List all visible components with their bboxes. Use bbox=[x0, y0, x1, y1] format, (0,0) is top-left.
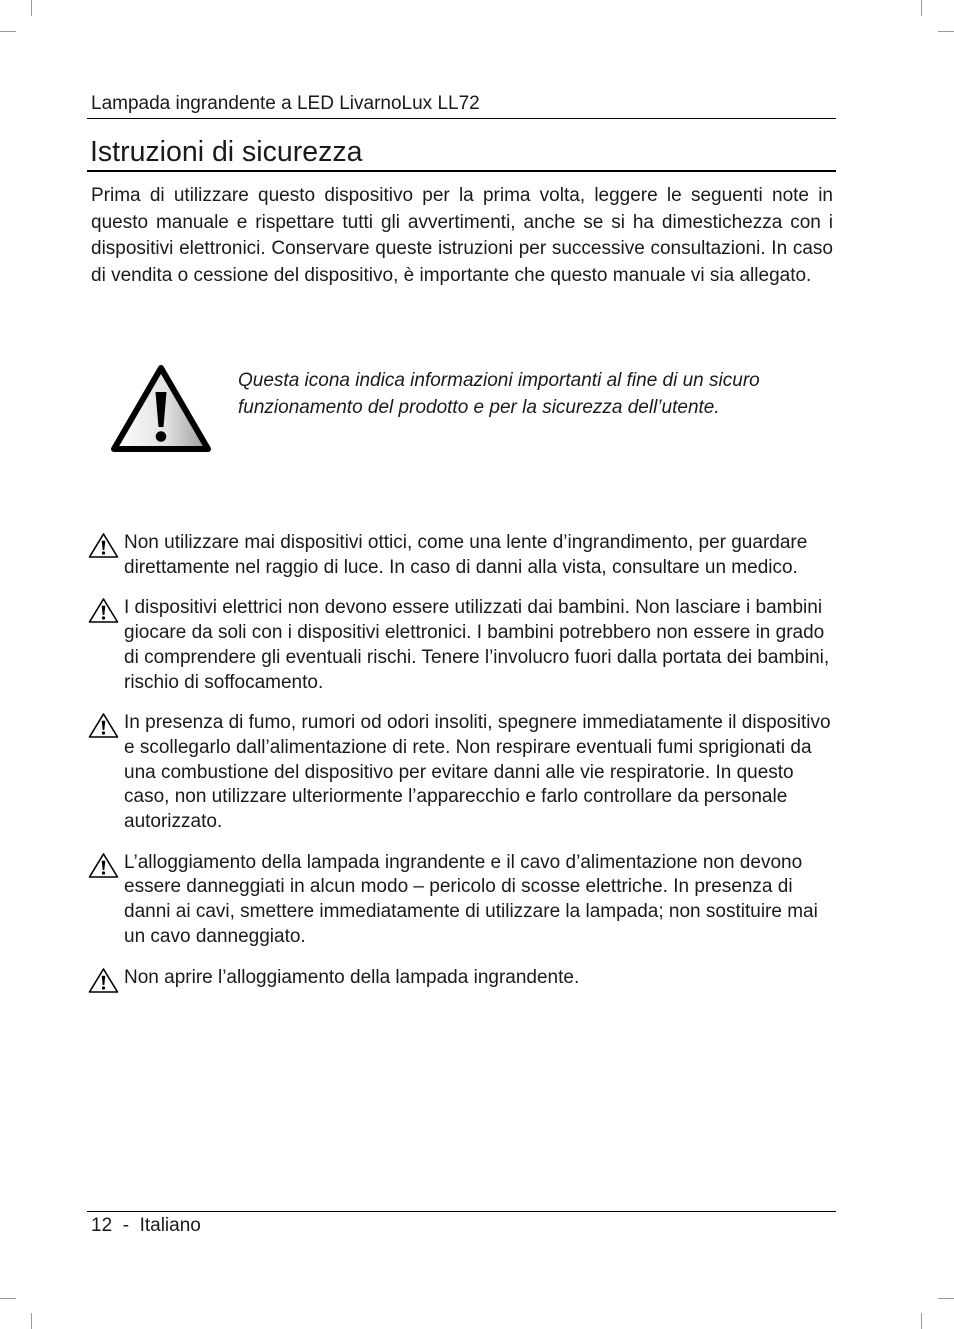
crop-mark bbox=[31, 1313, 32, 1329]
warning-text: Non aprire l’alloggiamento della lampada ingrandente. bbox=[124, 966, 580, 988]
header-rule bbox=[87, 118, 836, 119]
crop-mark bbox=[0, 1298, 16, 1299]
crop-mark bbox=[0, 31, 16, 32]
crop-mark bbox=[938, 1298, 954, 1299]
warning-triangle-icon bbox=[88, 852, 119, 879]
warning-item bbox=[88, 851, 838, 950]
notice-text: Questa icona indica informazioni importanti al fine di un sicuro funzionamento del prodotto e per la sicurezza dell’utente. bbox=[238, 370, 760, 418]
warning-text: I dispositivi elettrici non devono essere utilizzati dai bambini. Non lasciare i bambini giocare da soli con i dispositivi elettronici. I bambini potrebbero non essere in grado di comprendere gli eventuali rischi. Tenere l’involucro fuori dalla portata dei bambini, rischio di soffocamento. bbox=[124, 597, 830, 693]
warning-triangle-icon bbox=[88, 597, 119, 624]
crop-mark bbox=[921, 1313, 922, 1329]
section-rule bbox=[87, 170, 836, 172]
warning-text: In presenza di fumo, rumori od odori insoliti, spegnere immediatamente il dispositivo e scollegarlo dall’alimentazione di rete. Non respirare eventuali fumi sprigionati da una combustione del dispositivo per evitare danni alle vie respiratorie. In questo caso, non utilizzare ulteriormente l’apparecchio e farlo controllare da personale autorizzato. bbox=[124, 712, 831, 833]
crop-mark bbox=[921, 0, 922, 16]
warning-text: Non utilizzare mai dispositivi ottici, come una lente d’ingrandimento, per guardare direttamente nel raggio di luce. In caso di danni alla vista, consultare un medico. bbox=[124, 532, 808, 578]
crop-mark bbox=[938, 31, 954, 32]
warning-item bbox=[88, 596, 838, 695]
running-header: Lampada ingrandente a LED LivarnoLux LL72 bbox=[91, 93, 480, 114]
warning-triangle-icon bbox=[110, 364, 212, 453]
warning-triangle-icon bbox=[88, 967, 119, 994]
warning-item bbox=[88, 531, 838, 580]
warning-list bbox=[88, 531, 838, 1006]
crop-mark bbox=[31, 0, 32, 16]
footer-rule bbox=[87, 1211, 836, 1212]
warning-triangle-icon bbox=[88, 712, 119, 739]
warning-item bbox=[88, 711, 838, 835]
warning-triangle-icon bbox=[88, 532, 119, 559]
warning-text: L’alloggiamento della lampada ingrandente e il cavo d’alimentazione non devono essere danneggiati in alcun modo – pericolo di scosse elettriche. In presenza di danni ai cavi, smettere immediatamente di utilizzare la lampada; non sostituire mai un cavo danneggiato. bbox=[124, 851, 818, 947]
section-title: Istruzioni di sicurezza bbox=[90, 136, 363, 168]
page-footer: 12 - Italiano bbox=[91, 1215, 201, 1236]
warning-item bbox=[88, 966, 838, 991]
intro-paragraph: Prima di utilizzare questo dispositivo per la prima volta, leggere le seguenti note in questo manuale e rispettare tutti gli avvertimenti, anche se si ha dimestichezza con i dispositivi elettronici. Conservare queste istruzioni per successive consultazioni. In caso di vendita o cessione del dispositivo, è importante che questo manuale vi sia allegato. bbox=[91, 185, 833, 286]
